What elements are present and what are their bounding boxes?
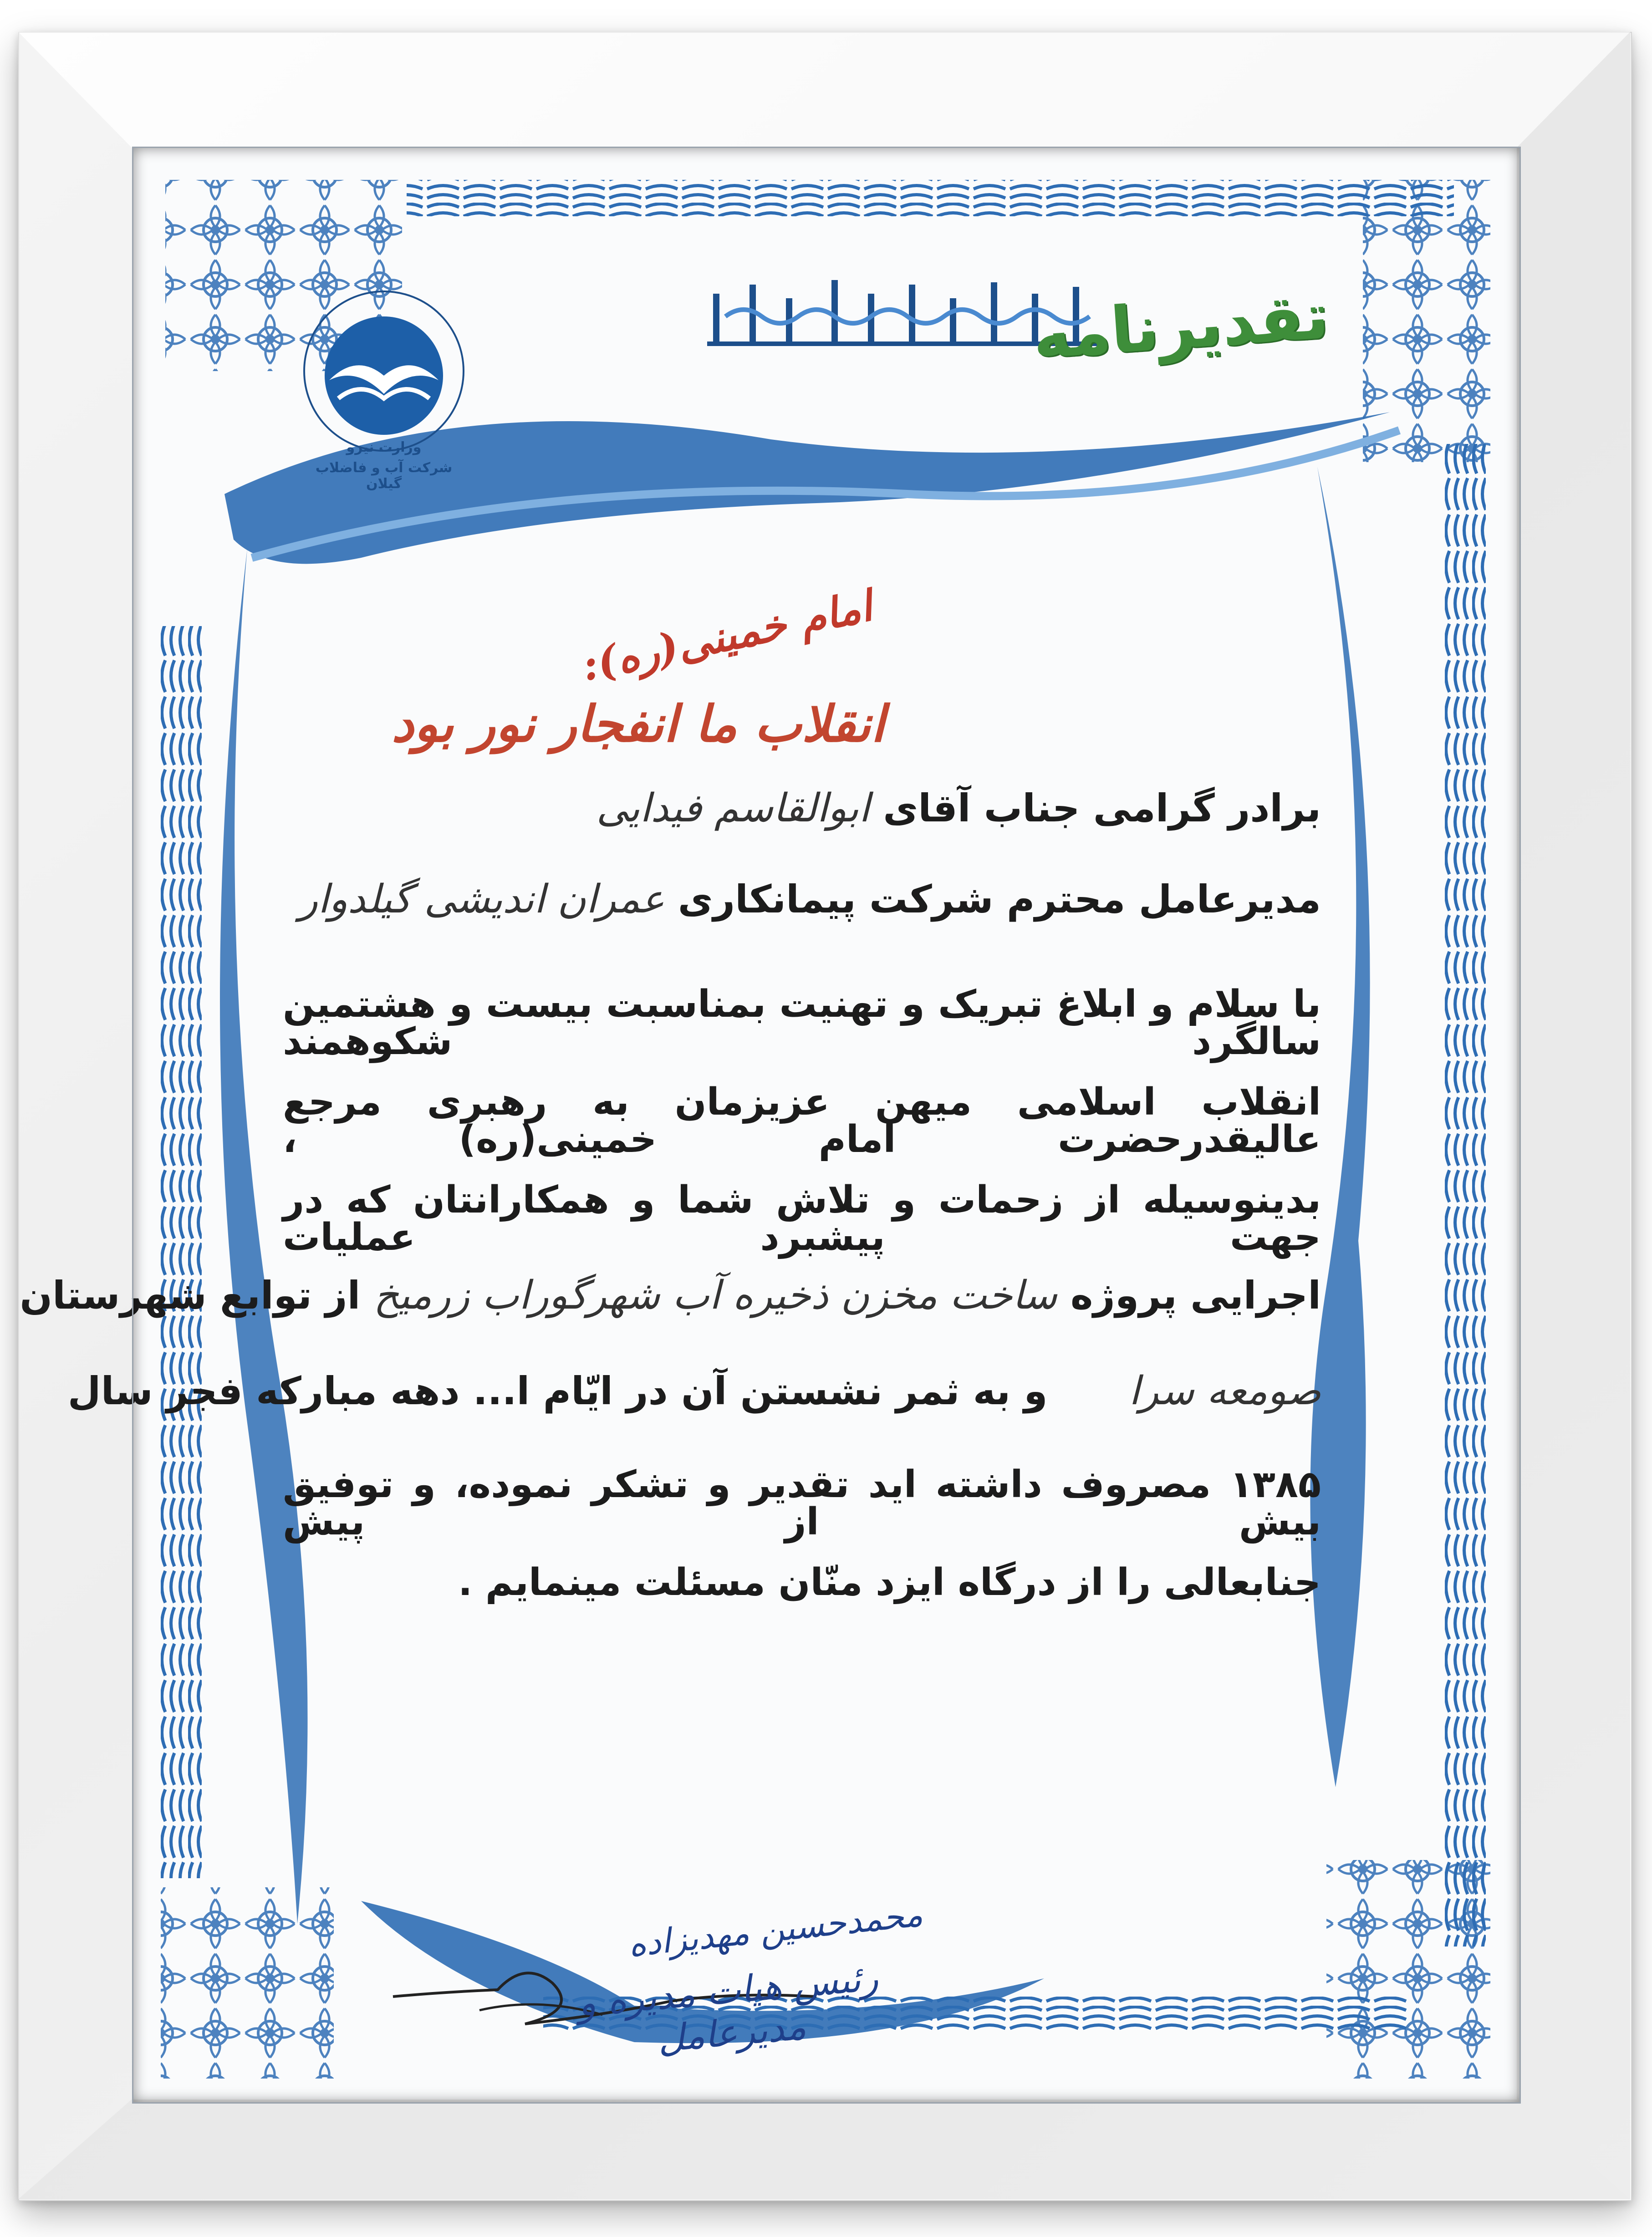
body-line-4 <box>20 1273 1321 1318</box>
recipient-line <box>597 785 1321 831</box>
salutation: برادر گرامی جناب آقای <box>883 786 1321 831</box>
body-line-6: ۱۳۸۵ مصروف داشته اید تقدیر و تشکر نموده، و توفیق بیش از پیش <box>283 1463 1321 1544</box>
body-line-1: با سلام و ابلاغ تبریک و تهنیت بمناسبت بیست و هشتمین سالگرد شکوهمند <box>283 983 1321 1063</box>
body-line-3: بدینوسیله از زحمات و تلاش شما و همکارانتان که در جهت پیشبرد عملیات <box>283 1178 1321 1259</box>
position-line <box>299 876 1321 922</box>
body-line-7: جنابعالی را از درگاه ایزد منّان مسئلت مینمایم . <box>458 1561 1321 1604</box>
recipient-company: عمران اندیشی گیلدوار <box>299 876 665 922</box>
certificate-title: تقدیرنامه <box>1030 279 1331 374</box>
logo-ministry-text: وزارت نیرو <box>346 439 422 455</box>
body-line-2: انقلاب اسلامی میهن عزیزمان به رهبری مرجع عالیقدرحضرت امام خمینی(ره) ، <box>283 1080 1321 1161</box>
signatory-name: محمدحسین مهدیزاده <box>626 1895 925 1965</box>
recipient-name: ابوالقاسم فیدایی <box>596 785 870 831</box>
body-line-5-text: و به ثمر نشستن آن در ایّام ا... دهه مبارکه فجر سال <box>67 1369 1048 1413</box>
logo-company-text: شرکت آب و فاضلاب گیلان <box>315 460 453 492</box>
position-prefix: مدیرعامل محترم شرکت پیمانکاری <box>678 877 1321 922</box>
project-suffix: از توابع شهرستان <box>20 1273 361 1318</box>
signatory-title: رئیس هیات مدیره و مدیرعامل <box>576 1956 880 2060</box>
quote-author: امام خمینی(ره): <box>577 581 877 691</box>
certificate-paper <box>20 148 1517 2099</box>
project-prefix: اجرایی پروژه <box>1070 1273 1321 1318</box>
body-line-5 <box>68 1368 1321 1414</box>
project-name: ساخت مخزن ذخیره آب شهرگوراب زرمیخ <box>373 1273 1057 1318</box>
quote-text: انقلاب ما انفجار نور بود <box>391 694 885 753</box>
county-name: صومعه سرا <box>1129 1368 1321 1414</box>
